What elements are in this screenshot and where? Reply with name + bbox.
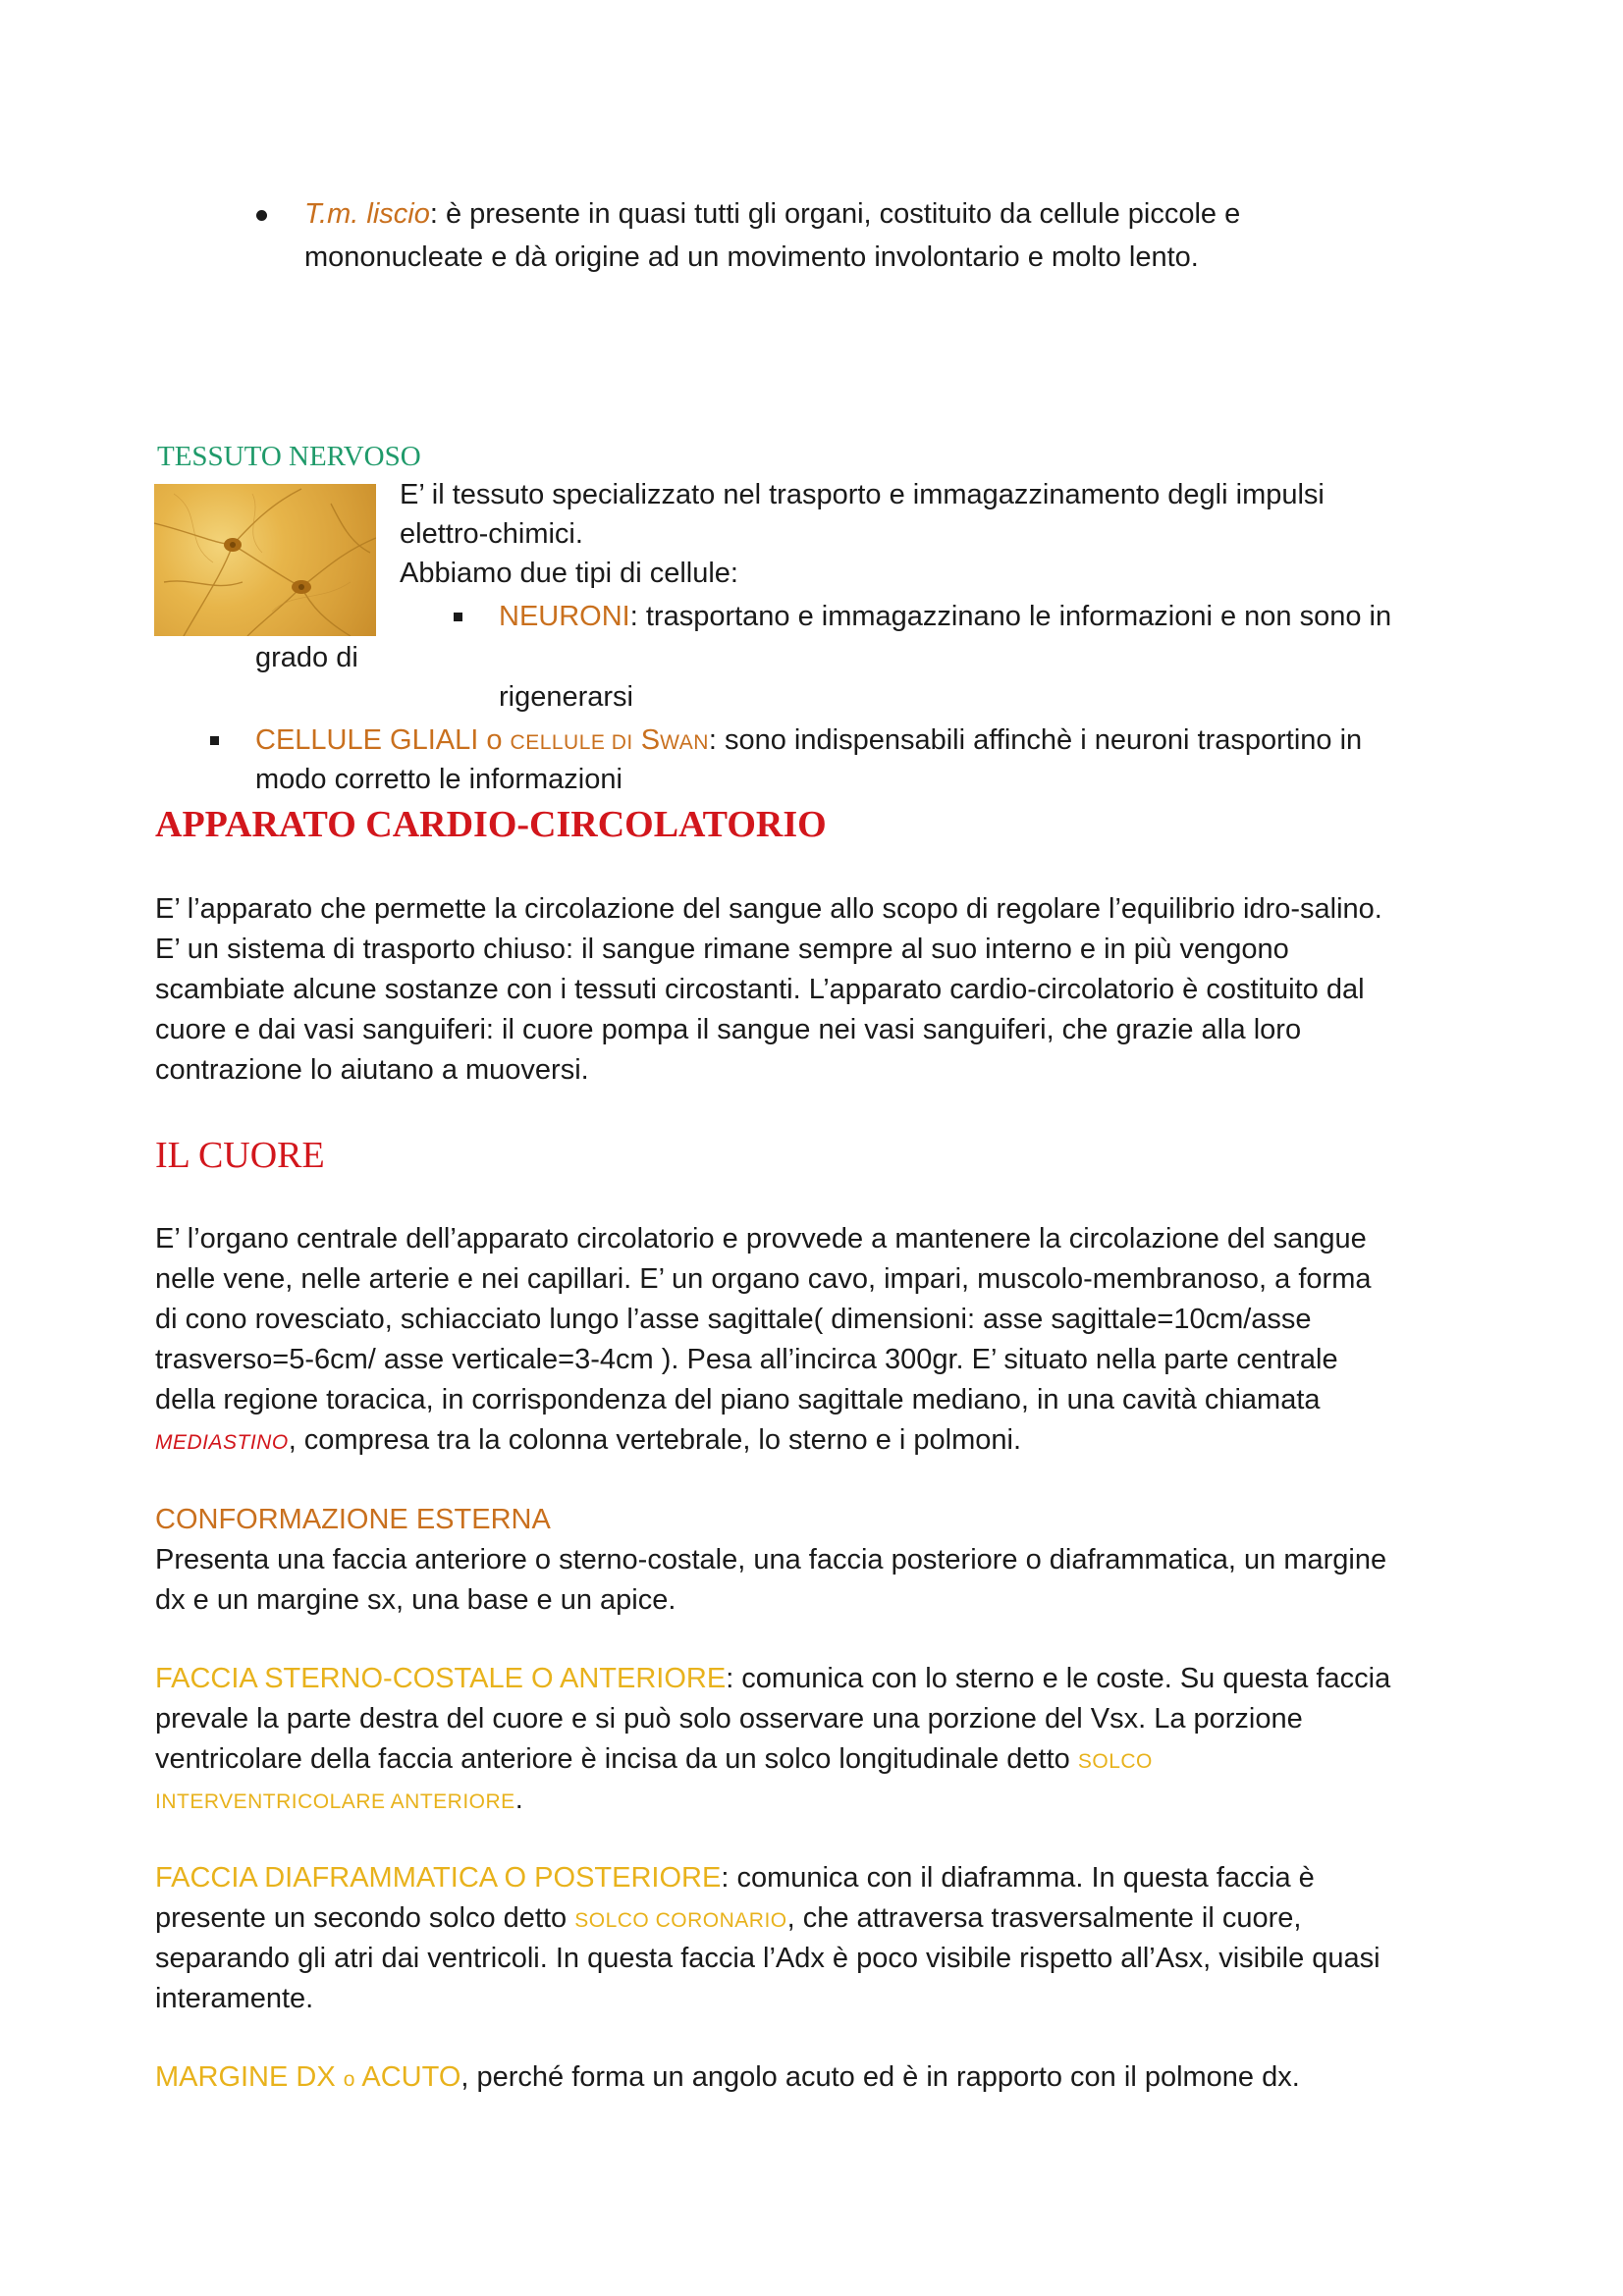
cuore-line2: nelle vene, nelle arterie e nei capillari. E’ un organo cavo, impari, muscolo-membranoso, a forma: [155, 1263, 1372, 1295]
gliali-line1: CELLULE GLIALI o CELLULE DI SWAN: sono indispensabili affinchè i neuroni trasportino in: [255, 724, 1363, 756]
gliali-line2: modo corretto le informazioni: [255, 764, 622, 795]
faccia-sterno-line3: ventricolare della faccia anteriore è incisa da un solco longitudinale detto SOLCO: [155, 1743, 1153, 1775]
margine-line: MARGINE DX o ACUTO, perché forma un angolo acuto ed è in rapporto con il polmone dx.: [155, 2061, 1300, 2093]
apparato-line3: scambiate alcune sostanze con i tessuti circostanti. L’apparato cardio-circolatorio è costituito dal: [155, 974, 1365, 1005]
tessuto-line1: E’ il tessuto specializzato nel trasporto e immagazzinamento degli impulsi: [400, 479, 1325, 510]
neuroni-cont1: grado di: [255, 642, 358, 673]
faccia-diafr-line1: FACCIA DIAFRAMMATICA O POSTERIORE: comunica con il diaframma. In questa faccia è: [155, 1862, 1315, 1894]
apparato-line2: E’ un sistema di trasporto chiuso: il sangue rimane sempre al suo interno e in più vengono: [155, 934, 1289, 965]
tm-liscio-label: T.m. liscio: [304, 198, 430, 230]
tm-liscio-line1: T.m. liscio: è presente in quasi tutti gli organi, costituito da cellule piccole e: [304, 198, 1241, 230]
neuroni-line: NEURONI: trasportano e immagazzinano le informazioni e non sono in: [499, 601, 1392, 632]
faccia-sterno-line2: prevale la parte destra del cuore e si può solo osservare una porzione del Vsx. La porzione: [155, 1703, 1303, 1735]
margine-label: MARGINE DX o ACUTO: [155, 2061, 461, 2093]
faccia-diafr-line3: separando gli atri dai ventricoli. In questa faccia l’Adx è poco visibile rispetto all’Asx, visibile quasi: [155, 1943, 1380, 1974]
bullet-dot-icon: [256, 210, 267, 221]
mediastino-term: MEDIASTINO: [155, 1431, 289, 1454]
gliali-label: CELLULE GLIALI o CELLULE DI SWAN: [255, 724, 709, 756]
tessuto-line2: elettro-chimici.: [400, 518, 583, 550]
apparato-line5: contrazione lo aiutano a muoversi.: [155, 1054, 589, 1086]
tm-liscio-line2: mononucleate e dà origine ad un movimento involontario e molto lento.: [304, 241, 1199, 273]
apparato-line4: cuore e dai vasi sanguiferi: il cuore pompa il sangue nei vasi sanguiferi, che grazie alla loro: [155, 1014, 1302, 1045]
neuron-micrograph-icon: [154, 484, 376, 636]
cuore-line5: della regione toracica, in corrispondenza del piano sagittale mediano, in una cavità chiamata: [155, 1384, 1321, 1415]
faccia-sterno-line1: FACCIA STERNO-COSTALE O ANTERIORE: comunica con lo sterno e le coste. Su questa faccia: [155, 1663, 1391, 1694]
tessuto-line3: Abbiamo due tipi di cellule:: [400, 558, 738, 589]
faccia-diafr-label: FACCIA DIAFRAMMATICA O POSTERIORE: [155, 1862, 722, 1894]
conformazione-line1: Presenta una faccia anteriore o sterno-costale, una faccia posteriore o diaframmatica, un margine: [155, 1544, 1387, 1575]
cuore-line3: di cono rovesciato, schiacciato lungo l’asse sagittale( dimensioni: asse sagittale=10cm/asse: [155, 1304, 1312, 1335]
conformazione-title: CONFORMAZIONE ESTERNA: [155, 1504, 551, 1535]
faccia-diafr-line2: presente un secondo solco detto SOLCO CORONARIO, che attraversa trasversalmente il cuore,: [155, 1902, 1302, 1934]
conformazione-line2: dx e un margine sx, una base e un apice.: [155, 1584, 676, 1616]
bullet-square-icon: [454, 613, 462, 621]
faccia-sterno-label: FACCIA STERNO-COSTALE O ANTERIORE: [155, 1663, 727, 1694]
cuore-line1: E’ l’organo centrale dell’apparato circolatorio e provvede a mantenere la circolazione del sangue: [155, 1223, 1367, 1255]
bullet-square-icon: [210, 736, 219, 745]
neuroni-cont2: rigenerarsi: [499, 681, 633, 713]
apparato-line1: E’ l’apparato che permette la circolazione del sangue allo scopo di regolare l’equilibrio idro-salino.: [155, 893, 1382, 925]
faccia-sterno-line4: INTERVENTRICOLARE ANTERIORE.: [155, 1784, 523, 1815]
cuore-title: IL CUORE: [155, 1135, 325, 1176]
neuron-image: [154, 484, 376, 636]
apparato-title: APPARATO CARDIO-CIRCOLATORIO: [155, 804, 827, 845]
tessuto-nervoso-title: TESSUTO NERVOSO: [157, 441, 421, 472]
neuroni-label: NEURONI: [499, 601, 630, 632]
cuore-line6: MEDIASTINO, compresa tra la colonna vertebrale, lo sterno e i polmoni.: [155, 1424, 1022, 1456]
cuore-line4: trasverso=5-6cm/ asse verticale=3-4cm ). Pesa all’incirca 300gr. E’ situato nella parte centrale: [155, 1344, 1338, 1375]
faccia-diafr-line4: interamente.: [155, 1983, 314, 2014]
